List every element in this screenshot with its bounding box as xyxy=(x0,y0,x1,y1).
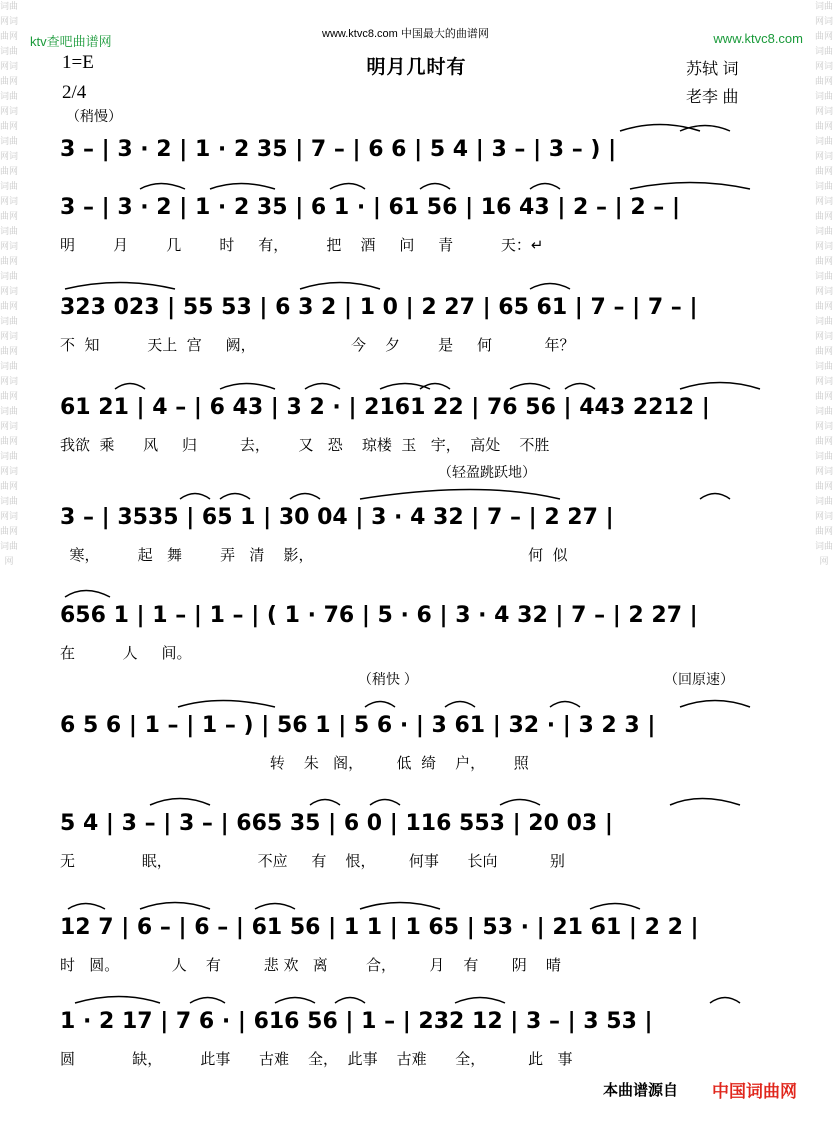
notation-row-4: 61 21 | 4 – | 6 43 | 3 2 · | 2161 22 | 76 56 | 443 2212 | xyxy=(60,394,710,420)
lyrics-row-8: 无 眠， 不应 有 恨， 何事 长向 别 xyxy=(60,852,565,870)
tempo-mark-slow: （稍慢） xyxy=(66,108,122,124)
slur-marks xyxy=(60,486,772,500)
notation-row-8: 5 4 | 3 – | 3 – | 665 35 | 6 0 | 116 553 | 20 03 | xyxy=(60,810,613,836)
slur-marks xyxy=(60,118,772,132)
slur-marks xyxy=(60,896,772,910)
notation-row-5: 3 – | 3535 | 65 1 | 30 04 | 3 · 4 32 | 7 – | 2 27 | xyxy=(60,504,614,530)
slur-marks xyxy=(60,694,772,708)
notation-row-1: 3 – | 3 · 2 | 1 · 2 35 | 7 – | 6 6 | 5 4 | 3 – | 3 – ) | xyxy=(60,136,617,162)
slur-marks xyxy=(60,376,772,390)
slur-marks xyxy=(60,276,772,290)
source-label: 本曲谱源自 xyxy=(603,1082,679,1099)
tempo-mark-faster: （稍快 ） xyxy=(358,671,418,687)
site-url-right[interactable]: www.ktvc8.com xyxy=(713,31,803,46)
time-signature: 2/4 xyxy=(62,82,87,103)
lyrics-row-7: 转 朱 阁， 低 绮 户， 照 xyxy=(60,754,529,772)
composer-credit: 老李 曲 xyxy=(686,89,739,106)
watermark-left: 词曲网词曲网词曲网词曲网词曲网词曲网词曲网词曲网词曲网词曲网词曲网词曲网词曲网词曲网词曲网词曲网词曲网词曲网词曲网词曲网词曲网词曲网词曲网词曲网词曲网 xyxy=(0,2,18,567)
tempo-mark-a-tempo: （回原速） xyxy=(664,671,734,687)
notation-row-7: 6 5 6 | 1 – | 1 – ) | 56 1 | 5 6 · | 3 61 | 32 · | 3 2 3 | xyxy=(60,712,656,738)
lyrics-row-5: 寒， 起 舞 弄 清 影， 何 似 xyxy=(60,546,568,564)
lyrics-row-2: 明 月 几 时 有， 把 酒 问 青 天：↵ xyxy=(60,236,544,254)
slur-marks xyxy=(60,584,772,598)
notation-row-2: 3 – | 3 · 2 | 1 · 2 35 | 6 1 · | 61 56 | 16 43 | 2 – | 2 – | xyxy=(60,194,680,220)
tempo-mark-light: （轻盈跳跃地） xyxy=(438,464,536,480)
notation-row-9: 12 7 | 6 – | 6 – | 61 56 | 1 1 | 1 65 | 53 · | 21 61 | 2 2 | xyxy=(60,914,699,940)
lyrics-row-9: 时 圆。 人 有 悲 欢 离 合， 月 有 阴 晴 xyxy=(60,956,561,974)
lyricist-credit: 苏轼 词 xyxy=(686,61,739,78)
song-title: 明月几时有 xyxy=(366,57,467,78)
site-name-left[interactable]: ktv查吧曲谱网 xyxy=(30,34,112,49)
notation-row-10: 1 · 2 17 | 7 6 · | 616 56 | 1 – | 232 12 | 3 – | 3 53 | xyxy=(60,1008,653,1034)
watermark-right: 词曲网词曲网词曲网词曲网词曲网词曲网词曲网词曲网词曲网词曲网词曲网词曲网词曲网词曲网词曲网词曲网词曲网词曲网词曲网词曲网词曲网词曲网词曲网词曲网词曲网 xyxy=(815,2,833,567)
notation-row-6: 656 1 | 1 – | 1 – | ( 1 · 76 | 5 · 6 | 3 · 4 32 | 7 – | 2 27 | xyxy=(60,602,698,628)
slur-marks xyxy=(60,990,772,1004)
slur-marks xyxy=(60,792,772,806)
lyrics-row-10: 圆 缺， 此事 古难 全， 此事 古难 全， 此 事 xyxy=(60,1050,573,1068)
slur-marks xyxy=(60,176,772,190)
key-signature: 1=E xyxy=(62,52,94,73)
lyrics-row-6: 在 人 间。 xyxy=(60,644,192,662)
lyrics-row-4: 我欲 乘 风 归 去， 又 恐 琼楼 玉 宇， 高处 不胜 xyxy=(60,436,550,454)
source-brand-link[interactable]: 中国词曲网 xyxy=(712,1082,797,1101)
lyrics-row-3: 不 知 天上 宫 阙， 今 夕 是 何 年？ xyxy=(60,336,575,354)
notation-row-3: 323 023 | 55 53 | 6 3 2 | 1 0 | 2 27 | 65 61 | 7 – | 7 – | xyxy=(60,294,698,320)
site-slogan: www.ktvc8.com 中国最大的曲谱网 xyxy=(322,28,489,40)
